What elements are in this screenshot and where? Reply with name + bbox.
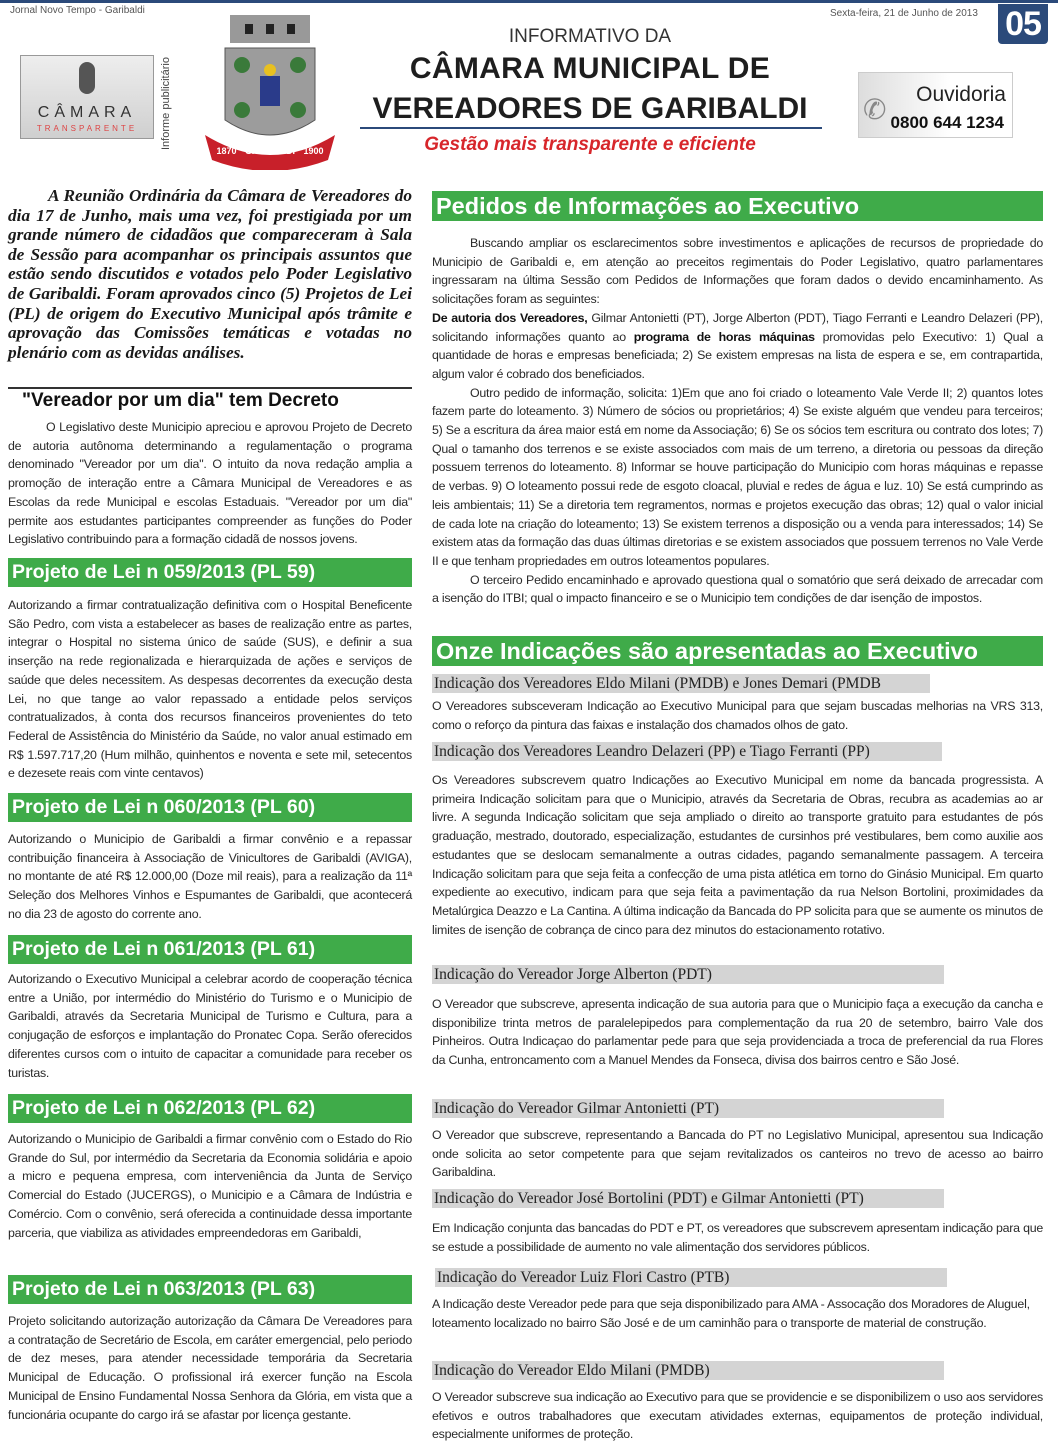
indicacao-5-text: Em Indicação conjunta das bancadas do PDT e PT, os vereadores que subscrevem apresentam indicação para que se estude a possibilidade de aumento no vale alimentação dos servidores públicos. bbox=[432, 1221, 1043, 1254]
pedidos-heading: Pedidos de Informações ao Executivo bbox=[432, 191, 1043, 221]
phone-icon: ✆ bbox=[863, 94, 887, 125]
informe-publicitario-label: Informe publicitário bbox=[160, 57, 172, 150]
indicacao-2-text: Os Vereadores subscrevem quatro Indicações ao Executivo Municipal em nome da bancada progressista. A primeira Indicação solicitam para que o Municipio, através da Secretaria de Obras, recubra as academias ao ar livre. A segunda Indicação solicitam que seja ampliado o direito ao transporte gratuito para estudantes de pós graduação, mestrado, doutorado, especialização, estudantes de cursinhos pré vestibulares, bem como auxilie aos estudantes que se deslocam semanalmente a outras cidades, pagando semanalmente passagem. A terceira Indicação solicitam para que seja feita a confecção de uma pista atlética em torno do Ginásio Municipal. Em quarto expediente ao executivo, indicam para que seja feita a pavimentação da rua Nelson Bortolini, proximidades da Metalúrgica Deazzo e La Cantina. A última indicação da Bancada do PP solicita para que se aumente os minutos de limites de isenção de cobrança de cinco para dez minutos do estacionamento rotativo. bbox=[432, 773, 1043, 937]
pl60-text: Autorizando o Municipio de Garibaldi a firmar convênio e a repassar contribuição financeira à Associação de Vinicultores de Garibaldi (AVIGA), no montante de até R$ 12.000,00 (Doze mil reais), para a realização da 11ª Seleção dos Melhores Vinhos e Espumantes de Garibaldi, que acontecerá no dia 23 de agosto do corrente ano. bbox=[8, 832, 412, 921]
indicacao-2-title: Indicação dos Vereadores Leandro Delazeri (PP) e Tiago Ferranti (PP) bbox=[432, 742, 942, 761]
crest-banner-text: 1870 GARIBALDI 1900 bbox=[216, 146, 324, 156]
indicacao-3-text: O Vereador que subscreve, apresenta indicação de sua autoria para que o Municipio faça a execução da cancha e disponibilize trinta metros de paralelepipedos para complementação da rua 20 de setembro, bairro Vale dos Pinheiros. Outra Indicaçao do parlamentar pede para que seja providenciada a troca de preferencial da rua Flores da Cunha, entroncamento com a Manuel Mendes da Fonseca, divisa dos bairros centro e São José. bbox=[432, 997, 1043, 1068]
pl63-text: Projeto solicitando autorização autorização da Câmara De Vereadores para a contratação de Secretário de Escola, em caráter emergencial, pelo periodo de dez meses, para atender necessidade temporária da Secretaria Municipal de Educação. O profissional irá exercer função na Escola Municipal de Ensino Fundamental Nossa Senhora da Glória, em vista que a funcionária ocupante do cargo irá se afastar por licença gestante. bbox=[8, 1314, 412, 1422]
title-underline bbox=[360, 127, 822, 129]
pl63-heading: Projeto de Lei n 063/2013 (PL 63) bbox=[8, 1275, 412, 1304]
pl59-text: Autorizando a firmar contratualização definitiva com o Hospital Beneficente São Pedro, com vista a estabelecer as bases de realização entre as partes, integrar o Hospital no sistema único de saúde (SUS), e definir a sua inserção na rede regionalizada e hierarquizada de ações e serviços de saúde que deles necessitem. As despesas decorrentes da execução desta Lei, no que tange ao valor repassado a entidade pelos serviços contratualizados, à conta dos recursos financeiros provenientes do teto Federal de Assistência do Ministério da Saúde, no valor anual estimado em R$ 1.597.717,20 (Hum milhão, quinhentos e noventa e sete mil, setecentos e dezesete reais com vinte centavos) bbox=[8, 598, 412, 781]
top-rule bbox=[0, 0, 1058, 3]
indicacao-7-title: Indicação do Vereador Eldo Milani (PMDB) bbox=[432, 1361, 944, 1380]
indicacao-3-title: Indicação do Vereador Jorge Alberton (PDT) bbox=[432, 965, 944, 984]
request-1-text-b: promovidas pelo Executivo: 1) Qual a quantidade de horas e empresas beneficiada; 2) Se existem empresas na lista de espera e se, em contrapartida, algum valor é cobrado dos beneficiados. bbox=[432, 329, 1043, 381]
logo-name: CÂMARA bbox=[37, 104, 137, 121]
pl62-text: Autorizando o Municipio de Garibaldi a firmar convênio com o Estado do Rio Grande do Sul, por intermédio da Secretaria da Economia solidária e apoio a micro e pequena empresa, com interveniência da Junta de Serviço Comercial do Estado (JUCERGS), o Municipio e a Câmara de Indústria e Comércio. Com o convênio, será oferecida a continuidade dessa importante parceria, que viabiliza as atividades empreendedoras em Garibaldi, bbox=[8, 1132, 412, 1240]
indicacao-4-text: O Vereador que subscreve, representando a Bancada do PT no Legislativo Municipal, apresentou sua Indicação onde solicita ao setor competente para que sejam revitalizados os canteiros no trevo de acesso ao bairro Garibaldina. bbox=[432, 1128, 1043, 1180]
indicacao-6-title: Indicação do Vereador Luiz Flori Castro (PTB) bbox=[435, 1268, 947, 1287]
indicacoes-heading: Onze Indicações são apresentadas ao Executivo bbox=[432, 636, 1043, 666]
microphone-icon bbox=[79, 62, 95, 94]
decreto-text: O Legislativo deste Municipio apreciou e aprovou Projeto de Decreto de autoria autônoma determinando a regulamentação o programa denominado "Vereador por um dia". O intuito da nova redação amplia a promoção de interação entre a Câmara Municipal de Vereadores e as Escolas da rede Municipal e escolas Estaduais. "Vereador por um dia" permite aos estudantes participantes compreender as funções do Poder Legislativo contribuindo para a formação cidadã de nossos jovens. bbox=[8, 420, 412, 547]
bold-autoria: De autoria dos Vereadores, bbox=[432, 310, 588, 325]
page-number: 05 bbox=[998, 4, 1048, 44]
header-title-line2: VEREADORES DE GARIBALDI bbox=[372, 92, 808, 125]
request-1-text-a: Gilmar Antonietti (PT), Jorge Alberton (PDT), Tiago Ferranti e Leandro Delazeri (PP), solicitando informações quanto ao bbox=[432, 310, 1044, 344]
pedidos-request-3: O terceiro Pedido encaminhado e aprovado questiona qual o somatório que será deixado de arrecadar com a isenção do ITBI; qual o impacto financeiro e se o Municipio tem condições de dar isenção de impostos. bbox=[432, 572, 1043, 606]
pedidos-body bbox=[432, 234, 1043, 608]
camara-transparente-logo bbox=[20, 55, 154, 139]
indicacao-1-text: O Vereadores subsceveram Indicação ao Executivo Municipal para que sejam buscadas melhorias na VRS 313, como o reforço da pintura das faixas e instalação dos chamados olhos de gato. bbox=[432, 699, 1043, 732]
ouvidoria-phone: 0800 644 1234 bbox=[890, 113, 1004, 132]
bold-programa: programa de horas máquinas bbox=[633, 329, 815, 344]
indicacao-7-text: O Vereador subscreve sua indicação ao Executivo para que se providencie e se disponibilizem o uso aos servidores efetivos e outros trabalhadores que executam atividades externas, equipamentos de proteção individual, especialmente uniformes de proteção. bbox=[432, 1390, 1043, 1442]
indicacao-6-text: A Indicação deste Vereador pede para que seja disponibilizado para AMA - Assocação dos Moradores de Aluguel, loteamento localizado no bairro São José e de um caminhão para o transporte de material de construção. bbox=[432, 1297, 1030, 1330]
pl61-heading: Projeto de Lei n 061/2013 (PL 61) bbox=[8, 935, 412, 964]
header-informativo: INFORMATIVO DA bbox=[508, 26, 672, 47]
indicacao-1-title: Indicação dos Vereadores Eldo Milani (PMDB) e Jones Demari (PMDB bbox=[432, 674, 930, 693]
slogan: Gestão mais transparente e eficiente bbox=[424, 134, 756, 155]
ouvidoria-label: Ouvidoria bbox=[916, 83, 1006, 106]
pl60-heading: Projeto de Lei n 060/2013 (PL 60) bbox=[8, 793, 412, 822]
logo-subtitle: TRANSPARENTE bbox=[36, 124, 138, 133]
pedidos-intro: Buscando ampliar os esclarecimentos sobre investimentos e aplicações de recursos de propriedade do Municipio de Garibaldi e, em atenção ao preceitos regimentais do Poder Legislativo, quatro parlamentares ingressaram na última Sessão com Pedidos de Informações que foram dados o devido encaminhamento. As solicitações foram as seguintes: bbox=[432, 236, 1043, 307]
pedidos-request-2: Outro pedido de informação, solicita: 1)Em que ano foi criado o loteamento Vale Verde II; 2) quantos lotes fazem parte do loteamento. 3) Número de sócios ou proprietários; 4) Se existe alguém que vendeu para terceiros; 5) Se a escritura da área maior está em nome da Associação; 6) Se os sócios tem escritura ou contrato dos lotes; 7) Qual o tamanho dos terrenos e se existe associados com mais de um terreno, a diretoria ou pessoas da direção possuem terrenos do loteamento. 8) Informar se houve participação do Municipio com horas máquinas e repasse de verbas. 9) O loteamento possui rede de esgoto cloacal, pluvial e redes de água e luz. 10) Se está cumprindo as leis ambientais; 11) Se a diretoria tem regramentos, normas e projetos execução das obras; 12) qual o valor inicial de cada lote na criação do loteamento; 13) Se existem terrenos a disposição ou a venda para interessados; 14) Se existem atas da formação das duas últimas diretorias e se existem associados que possuem terrenos no Vale Verde II e que tenham propriedades em outros loteamentos populares. bbox=[432, 385, 1043, 568]
pedidos-request-1 bbox=[432, 309, 1043, 384]
newspaper-name: Jornal Novo Tempo - Garibaldi bbox=[10, 5, 145, 16]
issue-date: Sexta-feira, 21 de Junho de 2013 bbox=[830, 8, 978, 19]
intro-lead: A Reunião Ordinária da Câmara de Vereadores do dia 17 de Junho, mais uma vez, foi prestigiada por um grande número de cidadãos que compareceram à Sala de Sessão para acompanhar os principais assuntos que estão sendo discutidos e votados pelo Poder Legislativo de Garibaldi. Foram aprovados cinco (5) Projetos de Lei (PL) de origem do Executivo Municipal após trâmite e aprovação das Comissões temáticas e votadas no plenário com as devidas análises. bbox=[8, 186, 412, 362]
ouvidoria-box bbox=[858, 72, 1013, 138]
divider bbox=[8, 387, 412, 389]
pl62-heading: Projeto de Lei n 062/2013 (PL 62) bbox=[8, 1094, 412, 1123]
pl61-text: Autorizando o Executivo Municipal a celebrar acordo de cooperação técnica entre a União, por intermédio do Ministério do Turismo e o Municipio de Garibaldi, através da Secretaria Municipal de Turismo e Cultura, para a conjugação de esforços e implantação do Pronatec Copa. Serão oferecidos diferentes cursos com o intuito de capacitar a comunidade para receber os turistas. bbox=[8, 972, 412, 1080]
header-title-line1: CÂMARA MUNICIPAL DE bbox=[409, 52, 771, 85]
decreto-heading: "Vereador por um dia" tem Decreto bbox=[22, 390, 339, 411]
pl59-heading: Projeto de Lei n 059/2013 (PL 59) bbox=[8, 558, 412, 587]
indicacao-5-title: Indicação do Vereador José Bortolini (PDT) e Gilmar Antonietti (PT) bbox=[432, 1189, 944, 1208]
indicacao-4-title: Indicação do Vereador Gilmar Antonietti (PT) bbox=[432, 1099, 944, 1118]
